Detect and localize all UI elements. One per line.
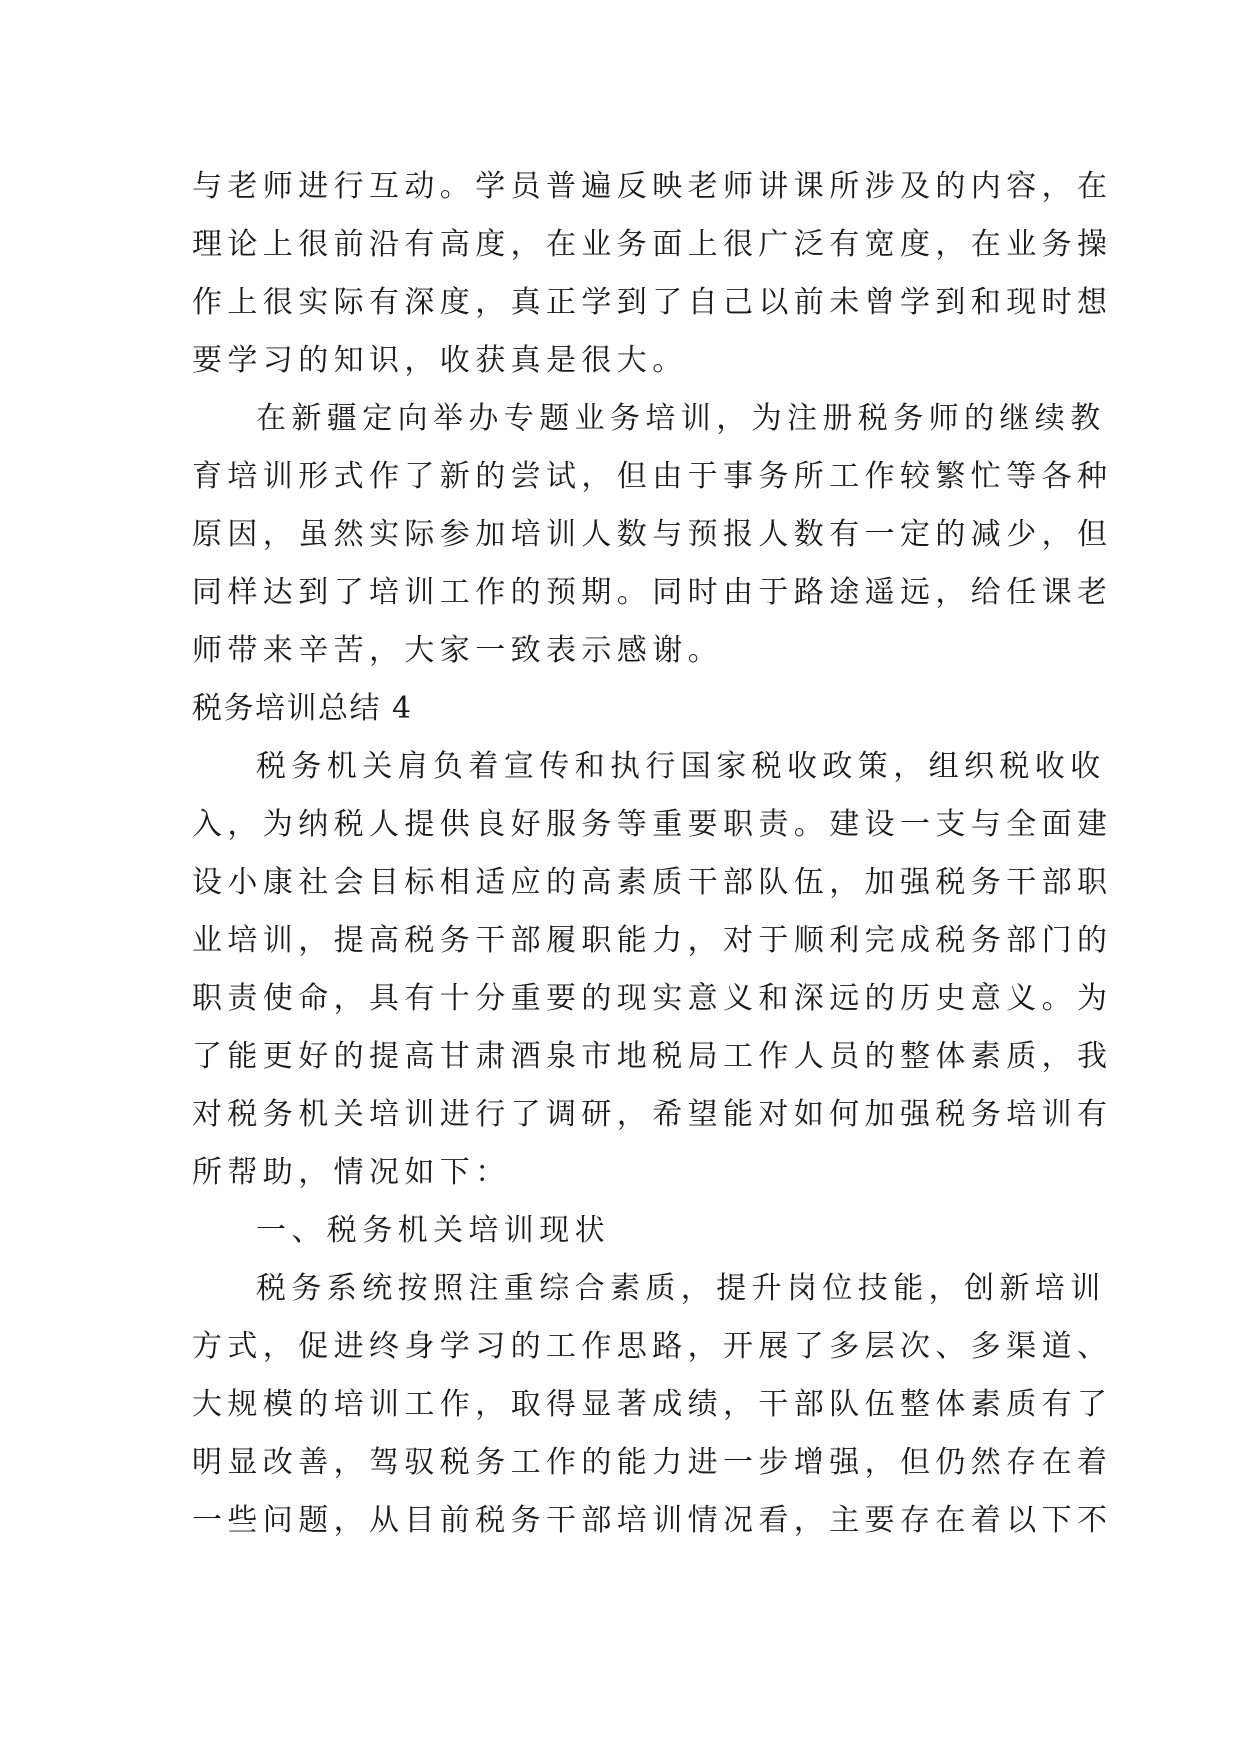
text-line: 税务机关肩负着宣传和执行国家税收政策，组织税收收	[256, 749, 1106, 784]
text-line: 对税务机关培训进行了调研，希望能对如何加强税务培训有	[192, 1097, 1113, 1132]
text-line: 入，为纳税人提供良好服务等重要职责。建设一支与全面建	[192, 807, 1113, 842]
text-line: 明显改善，驾驭税务工作的能力进一步增强，但仍然存在着	[192, 1445, 1113, 1480]
text-line: 师带来辛苦，大家一致表示感谢。	[192, 633, 723, 668]
text-line: 业培训，提高税务干部履职能力，对于顺利完成税务部门的	[192, 923, 1113, 958]
text-line: 设小康社会目标相适应的高素质干部队伍，加强税务干部职	[192, 865, 1113, 900]
text-line: 育培训形式作了新的尝试，但由于事务所工作较繁忙等各种	[192, 459, 1113, 494]
text-line: 原因，虽然实际参加培训人数与预报人数有一定的减少，但	[192, 517, 1113, 552]
text-line: 税务系统按照注重综合素质，提升岗位技能，创新培训	[256, 1271, 1106, 1306]
text-line: 大规模的培训工作，取得显著成绩，干部队伍整体素质有了	[192, 1387, 1113, 1422]
text-line: 要学习的知识，收获真是很大。	[192, 343, 688, 378]
text-line: 理论上很前沿有高度，在业务面上很广泛有宽度，在业务操	[192, 227, 1113, 262]
text-line: 同样达到了培训工作的预期。同时由于路途遥远，给任课老	[192, 575, 1113, 610]
document-body	[192, 158, 1113, 1550]
text-line: 职责使命，具有十分重要的现实意义和深远的历史意义。为	[192, 981, 1113, 1016]
text-line: 所帮助，情况如下：	[192, 1155, 511, 1190]
text-line: 与老师进行互动。学员普遍反映老师讲课所涉及的内容，在	[192, 169, 1113, 204]
text-line: 方式，促进终身学习的工作思路，开展了多层次、多渠道、	[192, 1329, 1113, 1364]
text-line: 在新疆定向举办专题业务培训，为注册税务师的继续教	[256, 401, 1106, 436]
text-line: 作上很实际有深度，真正学到了自己以前未曾学到和现时想	[192, 285, 1113, 320]
section-heading: 税务培训总结 4	[192, 691, 413, 726]
text-line: 一些问题，从目前税务干部培训情况看，主要存在着以下不	[192, 1503, 1113, 1538]
text-line: 了能更好的提高甘肃酒泉市地税局工作人员的整体素质，我	[192, 1039, 1113, 1074]
text-line: 一、税务机关培训现状	[256, 1213, 610, 1248]
